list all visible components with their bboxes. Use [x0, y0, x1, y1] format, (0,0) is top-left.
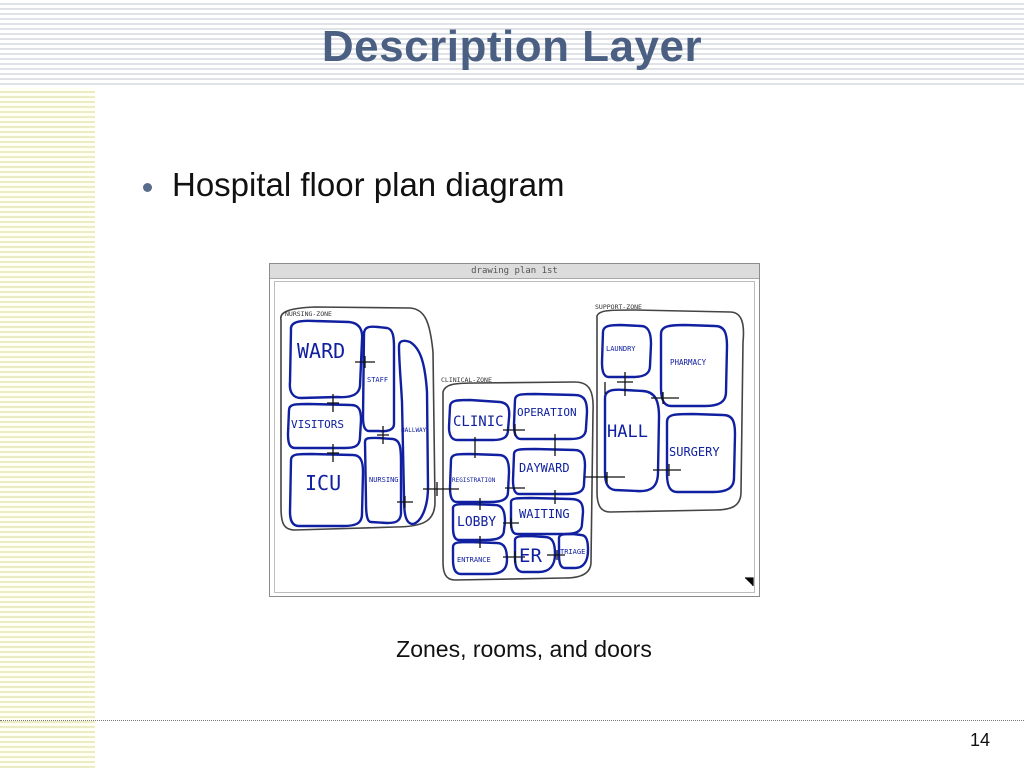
floor-plan-canvas [274, 281, 755, 593]
label-clinical-zone: CLINICAL-ZONE [441, 376, 492, 384]
footer-divider [0, 720, 1024, 721]
label-pharmacy: PHARMACY [670, 358, 707, 367]
floor-plan-svg [275, 282, 755, 593]
label-hall: HALL [607, 422, 648, 442]
label-visitors: VISITORS [291, 418, 344, 431]
support-zone-outline [597, 310, 743, 512]
floor-plan-window [269, 263, 760, 597]
label-staff: STAFF [367, 376, 389, 384]
label-lobby: LOBBY [457, 515, 497, 530]
label-triage: TRIAGE [560, 548, 586, 556]
label-support-zone: SUPPORT-ZONE [595, 303, 642, 311]
label-clinic: CLINIC [453, 414, 504, 430]
label-icu: ICU [305, 471, 342, 495]
label-operation: OPERATION [517, 406, 577, 419]
label-ward: WARD [297, 339, 346, 363]
label-hallway: HALLWAY [401, 427, 427, 434]
slide-title: Description Layer [321, 22, 703, 71]
label-waiting: WAITING [519, 507, 570, 521]
door-hallway-nursing [397, 496, 413, 508]
bullet-text: Hospital floor plan diagram [172, 166, 565, 203]
bullet-icon [143, 183, 152, 192]
page-number: 14 [969, 730, 990, 750]
label-laundry: LAUNDRY [606, 345, 636, 353]
door-ward-staff [355, 356, 375, 368]
bullet-item [143, 166, 565, 204]
label-nursing-zone: NURSING-ZONE [285, 310, 332, 318]
label-nursing: NURSING [369, 476, 399, 484]
door-staff-nursing [377, 426, 389, 444]
label-entrance: ENTRANCE [457, 556, 491, 564]
figure-caption: Zones, rooms, and doors [396, 636, 652, 662]
label-er: ER [519, 545, 542, 567]
door-support-ends [605, 382, 753, 586]
door-laundry-hall [617, 372, 633, 396]
door-visitors-icu [327, 444, 339, 462]
left-stripes [0, 88, 95, 768]
label-dayward: DAYWARD [519, 461, 570, 475]
plan-window-title: drawing plan 1st [270, 264, 759, 279]
label-registration: REGISTRATION [452, 477, 496, 484]
label-surgery: SURGERY [669, 445, 720, 459]
